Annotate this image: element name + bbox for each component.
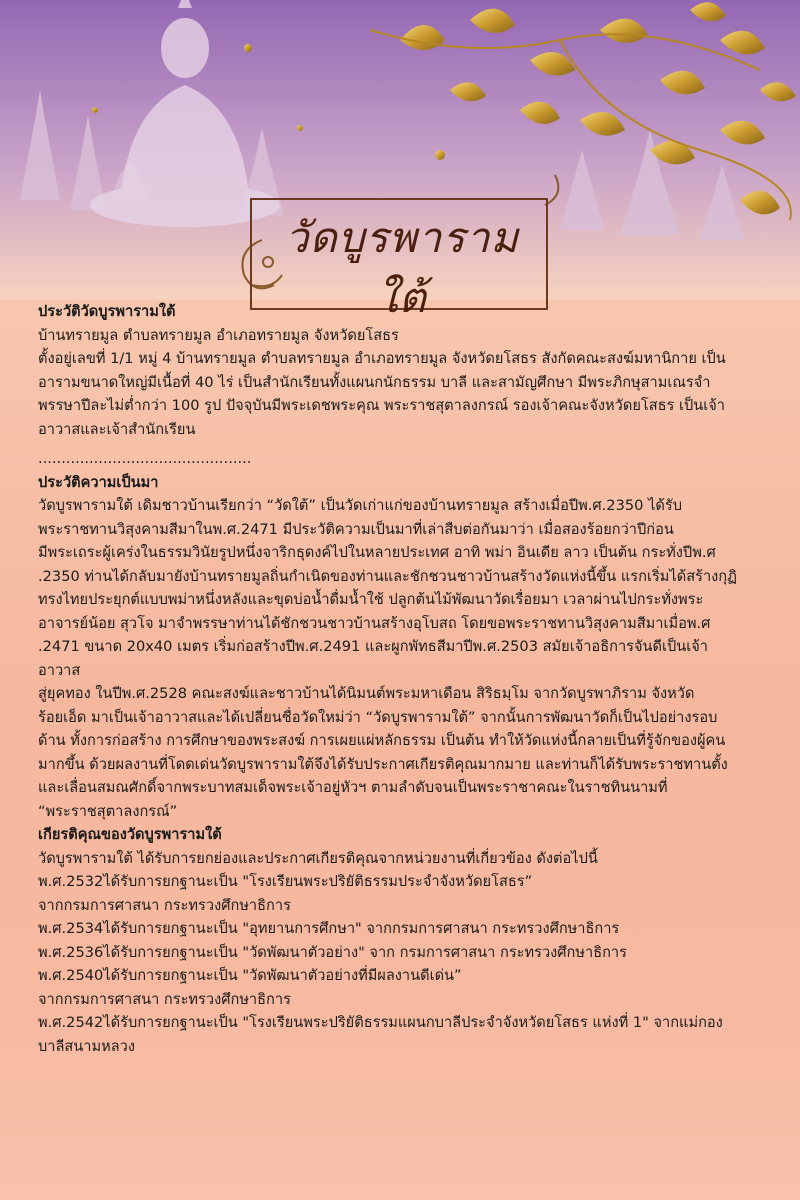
honor-item: พ.ศ.2534ได้รับการยกฐานะเป็น "อุทยานการศึกษา" จากกรมการศาสนา กระทรวงศึกษาธิการ xyxy=(38,920,620,937)
honor-item: พ.ศ.2540ได้รับการยกฐานะเป็น "วัดพัฒนาตัวอย่างที่มีผลงานดีเด่น” xyxy=(38,967,462,984)
paragraph-line: .2350 ท่านได้กลับมายังบ้านทรายมูลถิ่นกำเนิดของท่านและชักชวนชาวบ้านสร้างวัดแห่งนี้ขึ้น แรกเริ่มได้สร้างกุฏิ xyxy=(38,567,737,585)
paragraph-line: มีพระเถระผู้เคร่งในธรรมวินัยรูปหนึ่งจาริกธุดงค์ไปในหลายประเทศ อาทิ พม่า อินเดีย ลาว เป็นต้น กระทั่งปีพ.ศ xyxy=(38,544,716,561)
paragraph-line: วัดบูรพารามใต้ เดิมชาวบ้านเรียกว่า “วัดใต้” เป็นวัดเก่าแก่ของบ้านทรายมูล สร้างเมื่อปีพ.ศ.2350 ได้รับ xyxy=(38,497,683,514)
honor-item: พ.ศ.2542ได้รับการยกฐานะเป็น "โรงเรียนพระปริยัติธรรมแผนกบาลีประจำจังหวัดยโสธร แห่งที่ 1" จากแม่กอง xyxy=(38,1014,723,1031)
paragraph-line: มากขึ้น ด้วยผลงานที่โดดเด่นวัดบูรพารามใต้จึงได้รับประกาศเกียรติคุณมากมาย และท่านก็ได้รับพระราชทานตั้ง xyxy=(38,755,728,773)
paragraph-line: อาจารย์น้อย สุวโจ มาจำพรรษาท่านได้ชักชวนชาวบ้านสร้างอุโบสถ โดยขอพระราชทานวิสุงคามสีมาเมื่อพ.ศ xyxy=(38,614,711,632)
paragraph-line: สู่ยุคทอง ในปีพ.ศ.2528 คณะสงฆ์และชาวบ้านได้นิมนต์พระมหาเดือน สิริธมฺโม จากวัดบูรพาภิราม จังหวัด xyxy=(38,685,695,702)
paragraph-line: พรรษาปีละไม่ต่ำกว่า 100 รูป ปัจจุบันมีพระเดชพระคุณ พระราชสุตาลงกรณ์ รองเจ้าคณะจังหวัดยโสธร เป็นเจ้า xyxy=(38,397,725,414)
article-body xyxy=(38,300,773,1058)
paragraph-line: ร้อยเอ็ด มาเป็นเจ้าอาวาสและได้เปลี่ยนชื่อวัดใหม่ว่า “วัดบูรพารามใต้” จากนั้นการพัฒนาวัดก็เป็นไปอย่างรอบ xyxy=(38,708,718,726)
paragraph-line: พระราชทานวิสุงคามสีมาในพ.ศ.2471 มีประวัติความเป็นมาที่เล่าสืบต่อกันมาว่า เมื่อสองร้อยกว่าปีก่อน xyxy=(38,520,674,538)
paragraph-line: อารามขนาดใหญ่มีเนื้อที่ 40 ไร่ เป็นสำนักเรียนทั้งแผนกนักธรรม บาลี และสามัญศึกษา มีพระภิกษุสามเณรจำ xyxy=(38,373,711,391)
page-title: วัดบูรพารามใต้ xyxy=(284,213,520,322)
paragraph-line: และเลื่อนสมณศักดิ์จากพระบาทสมเด็จพระเจ้าอยู่หัวฯ ตามลำดับจนเป็นพระราชาคณะในราชทินนามที่ xyxy=(38,779,668,796)
honor-item: จากกรมการศาสนา กระทรวงศึกษาธิการ xyxy=(38,896,291,914)
honor-item: พ.ศ.2532ได้รับการยกฐานะเป็น "โรงเรียนพระปริยัติธรรมประจำจังหวัดยโสธร” xyxy=(38,873,533,890)
dotted-divider: .............................................. xyxy=(38,450,252,467)
paragraph-line: ตั้งอยู่เลขที่ 1/1 หมู่ 4 บ้านทรายมูล ตำบลทรายมูล อำเภอทรายมูล จังหวัดยโสธร สังกัดคณะสงฆ์มหานิกาย เป็น xyxy=(38,350,726,367)
paragraph-line: ทรงไทยประยุกต์แบบพม่าหนึ่งหลังและขุดบ่อน้ำดื่มน้ำใช้ ปลูกต้นไม้พัฒนาวัดเรื่อยมา เวลาผ่านไปกระทั่งพระ xyxy=(38,591,704,608)
section-heading-honors: เกียรติคุณของวัดบูรพารามใต้ xyxy=(38,826,222,843)
honor-item: จากกรมการศาสนา กระทรวงศึกษาธิการ xyxy=(38,990,291,1008)
paragraph-line: ด้าน ทั้งการก่อสร้าง การศึกษาของพระสงฆ์ การเผยแผ่หลักธรรม เป็นต้น ทำให้วัดแห่งนี้กลายเป็นที่รู้จักของผู้คน xyxy=(38,732,726,749)
paragraph-line: บ้านทรายมูล ตำบลทรายมูล อำเภอทรายมูล จังหวัดยโสธร xyxy=(38,326,399,344)
paragraph-line: อาวาส xyxy=(38,661,81,679)
paragraph-line: .2471 ขนาด 20x40 เมตร เริ่มก่อสร้างปีพ.ศ.2491 และผูกพัทธสีมาปีพ.ศ.2503 สมัยเจ้าอธิการจันดีเป็นเจ้า xyxy=(38,638,708,655)
honor-item: พ.ศ.2536ได้รับการยกฐานะเป็น "วัดพัฒนาตัวอย่าง" จาก กรมการศาสนา กระทรวงศึกษาธิการ xyxy=(38,943,627,961)
honor-item: บาลีสนามหลวง xyxy=(38,1037,135,1055)
paragraph-line: วัดบูรพารามใต้ ได้รับการยกย่องและประกาศเกียรติคุณจากหน่วยงานที่เกี่ยวข้อง ดังต่อไปนี้ xyxy=(38,849,598,867)
section-heading-history: ประวัติวัดบูรพารามใต้ xyxy=(38,303,176,320)
paragraph-line: “พระราชสุตาลงกรณ์” xyxy=(38,802,178,820)
paragraph-line: อาวาสและเจ้าสำนักเรียน xyxy=(38,420,196,438)
section-heading-background: ประวัติความเป็นมา xyxy=(38,473,159,491)
